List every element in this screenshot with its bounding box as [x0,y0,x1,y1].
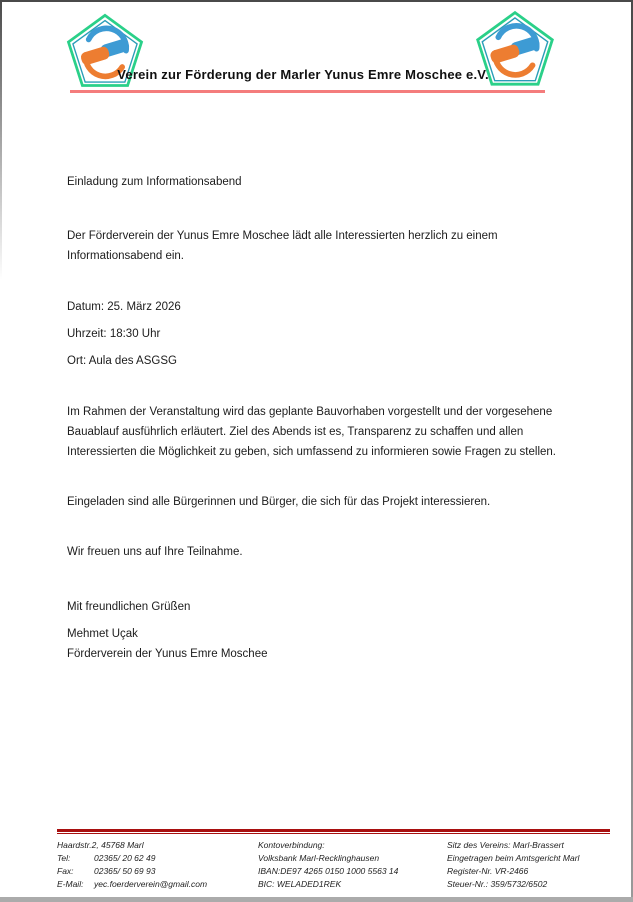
bank-iban: IBAN:DE97 4265 0150 1000 5563 14 [258,866,399,876]
event-date: Datum: 25. März 2026 [67,301,181,313]
tel-label: Tel: [57,853,71,863]
signature-block [67,624,572,664]
legal-register: Register-Nr. VR-2466 [447,866,529,876]
event-location: Ort: Aula des ASGSG [67,355,177,367]
invitation-paragraph: Eingeladen sind alle Bürgerinnen und Bürger, die sich für das Projekt interessieren. [67,496,491,508]
fax-value: 02365/ 50 69 93 [94,866,156,876]
fax-label: Fax: [57,866,74,876]
page-border-bottom [0,897,633,902]
legal-tax: Steuer-Nr.: 359/5732/6502 [447,879,548,889]
footer-fax-row [57,865,258,878]
bank-bic: BIC: WELADED1REK [258,879,342,889]
footer-legal-column [447,839,610,891]
tel-value: 02365/ 20 62 49 [94,853,156,863]
legal-seat: Sitz des Vereins: Marl-Brassert [447,840,564,850]
intro-paragraph: Der Förderverein der Yunus Emre Moschee lädt alle Interessierten herzlich zu einem Informationsabend ein. [67,230,498,262]
page-border-top [0,0,633,2]
header-divider-line [70,90,545,93]
page-border-left [0,0,2,280]
signature-name: Mehmet Uçak [67,628,138,640]
org-title: Verein zur Förderung der Marler Yunus Emre Moschee e.V. [117,67,489,82]
signature-org: Förderverein der Yunus Emre Moschee [67,648,268,660]
footer-bank-column [258,839,447,891]
footer-email-row [57,878,258,891]
footer-columns [57,839,610,891]
bank-name: Volksbank Marl-Recklinghausen [258,853,380,863]
legal-court: Eingetragen beim Amtsgericht Marl [447,853,580,863]
bank-heading: Kontoverbindung: [258,840,325,850]
closing-line: Mit freundlichen Grüßen [67,601,191,613]
email-label: E-Mail: [57,879,84,889]
event-time: Uhrzeit: 18:30 Uhr [67,328,161,340]
footer-street: Haardstr.2, 45768 Marl [57,840,144,850]
letter-footer [57,829,610,891]
footer-address-column [57,839,258,891]
footer-tel-row [57,852,258,865]
footer-divider-line [57,829,610,834]
email-value: yec.foerderverein@gmail.com [94,879,208,889]
participation-line: Wir freuen uns auf Ihre Teilnahme. [67,546,243,558]
subject-line: Einladung zum Informationsabend [67,176,242,188]
letter-body [67,165,572,664]
main-paragraph: Im Rahmen der Veranstaltung wird das geplante Bauvorhaben vorgestellt und der vorgesehene Bauablauf ausführlich erläutert. Ziel des Abends ist es, Transparenz zu schaffen und allen Interessierten die Möglichkeit zu geben, sich umfassend zu informieren sowie Fragen zu stellen. [67,406,556,458]
